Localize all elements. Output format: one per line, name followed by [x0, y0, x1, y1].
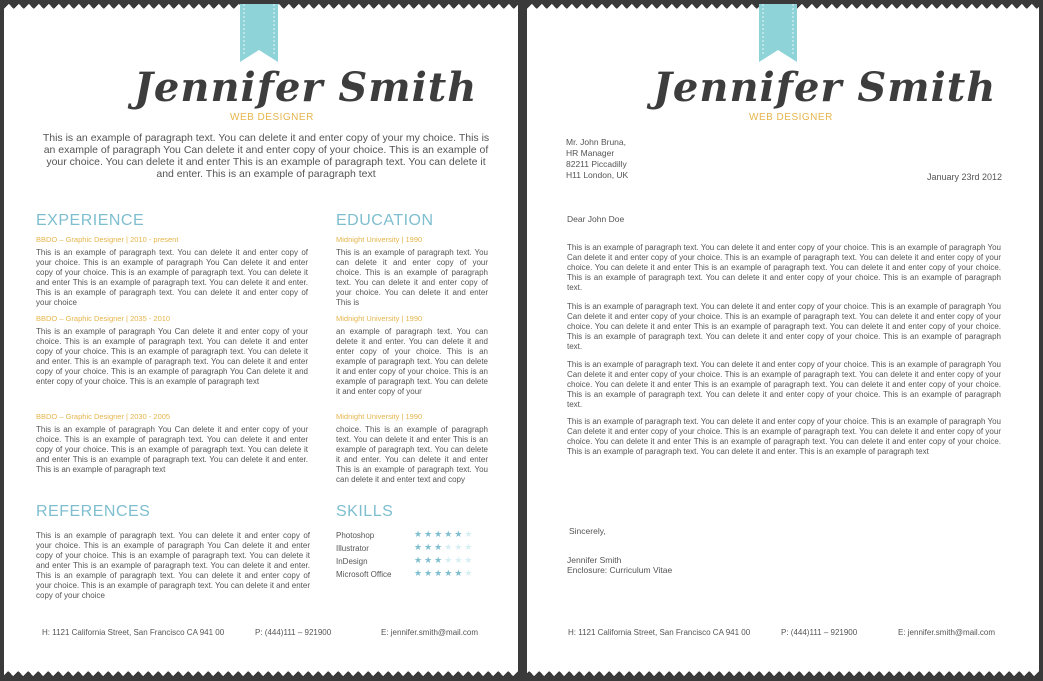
- star-filled-icon: ★: [414, 555, 425, 565]
- star-filled-icon: ★: [414, 542, 425, 552]
- references-text: This is an example of paragraph text. You can delete it and enter copy of your choice. This is an example of paragraph You Can delete it and enter copy of your choice. This is an example of paragraph text. You can delete it and enter This is an example of paragraph text. You can delete it and enter. This is an example of paragraph text. You can delete it and enter copy of your choice. This is an example of paragraph text. You can delete it and enter copy of your choice: [36, 531, 310, 600]
- star-empty-icon: ★: [464, 529, 475, 539]
- education-title: EDUCATION: [336, 212, 434, 229]
- star-filled-icon: ★: [454, 529, 465, 539]
- skill-label: Photoshop: [336, 531, 375, 540]
- signature-name: Jennifer Smith: [567, 555, 622, 565]
- star-filled-icon: ★: [414, 529, 425, 539]
- star-empty-icon: ★: [444, 555, 455, 565]
- references-title: REFERENCES: [36, 503, 151, 520]
- bookmark-ribbon-icon: [759, 4, 797, 62]
- experience-heading: BBDO – Graphic Designer | 2030 - 2005: [36, 412, 171, 421]
- zigzag-border-bottom: [4, 669, 518, 676]
- resume-role: WEB DESIGNER: [230, 112, 314, 123]
- salutation: Dear John Doe: [567, 214, 625, 224]
- experience-title: EXPERIENCE: [36, 212, 145, 229]
- letter-paragraph: This is an example of paragraph text. You can delete it and enter copy of your choice. This is an example of paragraph You Can delete it and enter copy of your choice. This is an example of paragraph text. You can delete it and enter copy of your choice. You can delete it and enter This is an example of paragraph text. You can delete it and enter copy of your choice. This is an example of paragraph text. You can delete it and enter. This is an example of paragraph text: [567, 417, 1001, 456]
- star-filled-icon: ★: [454, 568, 465, 578]
- star-filled-icon: ★: [424, 529, 435, 539]
- education-heading: Midnight University | 1990: [336, 412, 423, 421]
- experience-text: This is an example of paragraph You Can delete it and enter copy of your choice. This is an example of paragraph text. You can delete it and enter copy of your choice. This is an example of paragraph text. You can delete it and enter This is an example of paragraph text. You can delete it and enter. This is an example of paragraph text: [36, 425, 308, 474]
- star-filled-icon: ★: [434, 555, 445, 565]
- letter-paragraph: This is an example of paragraph text. You can delete it and enter copy of your choice. This is an example of paragraph You Can delete it and enter copy of your choice. This is an example of paragraph text. You can delete it and enter copy of your choice. You can delete it and enter This is an example of paragraph text. You can delete it and enter copy of your choice. This is an example of paragraph text. You can delete it and enter copy of your choice. This is an example of paragraph text.: [567, 243, 1001, 292]
- recipient-line: 82211 Piccadilly: [566, 159, 627, 169]
- footer-address: H: 1121 California Street, San Francisco CA 941 00: [568, 628, 751, 637]
- experience-heading: BBDO – Graphic Designer | 2035 - 2010: [36, 314, 171, 323]
- skill-rating: [414, 555, 474, 566]
- experience-text: This is an example of paragraph text. You can delete it and enter copy of your choice. This is an example of paragraph You Can delete it and enter copy of your choice. This is an example of paragraph text. You can delete it and enter This is an example of paragraph text. You can delete it and enter. This is an example of paragraph text. You can delete it and enter copy of your choice: [36, 248, 308, 307]
- star-filled-icon: ★: [444, 529, 455, 539]
- footer-phone: P: (444)111 – 921900: [781, 628, 858, 637]
- education-heading: Midnight University | 1990: [336, 314, 423, 323]
- resume-page: [4, 4, 518, 676]
- star-filled-icon: ★: [424, 555, 435, 565]
- star-filled-icon: ★: [434, 529, 445, 539]
- skill-rating: [414, 529, 474, 540]
- resume-name: Jennifer Smith: [134, 64, 478, 111]
- footer-address: H: 1121 California Street, San Francisco CA 941 00: [42, 628, 225, 637]
- skill-label: Illustrator: [336, 544, 369, 553]
- star-filled-icon: ★: [414, 568, 425, 578]
- education-text: choice. This is an example of paragraph text. You can delete it and enter This is an example of paragraph text. You can delete it and enter. You can delete it and enter This is an example of paragraph text. You can delete it and enter text and copy: [336, 425, 488, 484]
- star-filled-icon: ★: [424, 542, 435, 552]
- star-filled-icon: ★: [434, 568, 445, 578]
- recipient-line: HR Manager: [566, 148, 615, 158]
- bookmark-ribbon-icon: [240, 4, 278, 62]
- resume-intro: This is an example of paragraph text. You can delete it and enter copy of your my choice. This is an example of paragraph You Can delete it and enter copy of your choice. This is an example of your choice. You can delete it and enter This is an example of paragraph text. You can delete it and enter. This is an example of paragraph text: [42, 132, 490, 180]
- star-filled-icon: ★: [434, 542, 445, 552]
- footer-phone: P: (444)111 – 921900: [255, 628, 332, 637]
- star-filled-icon: ★: [424, 568, 435, 578]
- letter-date: January 23rd 2012: [927, 172, 1003, 182]
- zigzag-border-bottom: [527, 669, 1039, 676]
- letter-paragraph: This is an example of paragraph text. You can delete it and enter copy of your choice. This is an example of paragraph You Can delete it and enter copy of your choice. This is an example of paragraph text. You can delete it and enter copy of your choice. You can delete it and enter This is an example of paragraph text. You can delete it and enter copy of your choice. This is an example of paragraph text. You can delete it and enter copy of your choice. This is an example of paragraph text.: [567, 302, 1001, 351]
- education-heading: Midnight University | 1990: [336, 235, 423, 244]
- star-empty-icon: ★: [464, 568, 475, 578]
- education-text: an example of paragraph text. You can delete it and enter. You can delete it and enter copy of your choice. This is an example of paragraph text. You can delete it and enter copy of your choice. This is an example of paragraph text. You can delete it and enter copy of your: [336, 327, 488, 396]
- enclosure: Enclosure: Curriculum Vitae: [567, 565, 673, 575]
- skill-label: Microsoft Office: [336, 570, 392, 579]
- recipient-line: H11 London, UK: [566, 170, 629, 180]
- star-empty-icon: ★: [464, 555, 475, 565]
- cover-letter-page: [527, 4, 1039, 676]
- star-filled-icon: ★: [444, 568, 455, 578]
- skill-rating: [414, 542, 474, 553]
- skill-rating: [414, 568, 474, 579]
- star-empty-icon: ★: [444, 542, 455, 552]
- star-empty-icon: ★: [464, 542, 475, 552]
- education-text: This is an example of paragraph text. You can delete it and enter copy of your choice. This is an example of paragraph text. You can delete it and enter copy of your choice. You can delete it and enter This is: [336, 248, 488, 307]
- skill-label: InDesign: [336, 557, 368, 566]
- letter-name: Jennifer Smith: [653, 64, 997, 111]
- experience-heading: BBDO – Graphic Designer | 2010 - present: [36, 235, 179, 244]
- star-empty-icon: ★: [454, 542, 465, 552]
- footer-email: E: jennifer.smith@mail.com: [898, 628, 996, 637]
- letter-role: WEB DESIGNER: [749, 112, 833, 123]
- letter-paragraph: This is an example of paragraph text. You can delete it and enter copy of your choice. This is an example of paragraph You Can delete it and enter copy of your choice. This is an example of paragraph text. You can delete it and enter copy of your choice. You can delete it and enter This is an example of paragraph text. You can delete it and enter copy of your choice. This is an example of paragraph text. You can delete it and enter copy of your choice. This is an example of paragraph text.: [567, 360, 1001, 409]
- skills-title: SKILLS: [336, 503, 394, 520]
- closing: Sincerely,: [569, 526, 606, 536]
- footer-email: E: jennifer.smith@mail.com: [381, 628, 479, 637]
- recipient-line: Mr. John Bruna,: [566, 137, 627, 147]
- experience-text: This is an example of paragraph You Can delete it and enter copy of your choice. This is an example of paragraph text. You can delete it and enter copy of your choice. This is an example of paragraph text. You can delete it and enter. This is an example of paragraph text. You can delete it and enter copy of your choice. This is an example of paragraph You Can delete it and enter copy of your choice. This is an example of paragraph text: [36, 327, 308, 386]
- star-empty-icon: ★: [454, 555, 465, 565]
